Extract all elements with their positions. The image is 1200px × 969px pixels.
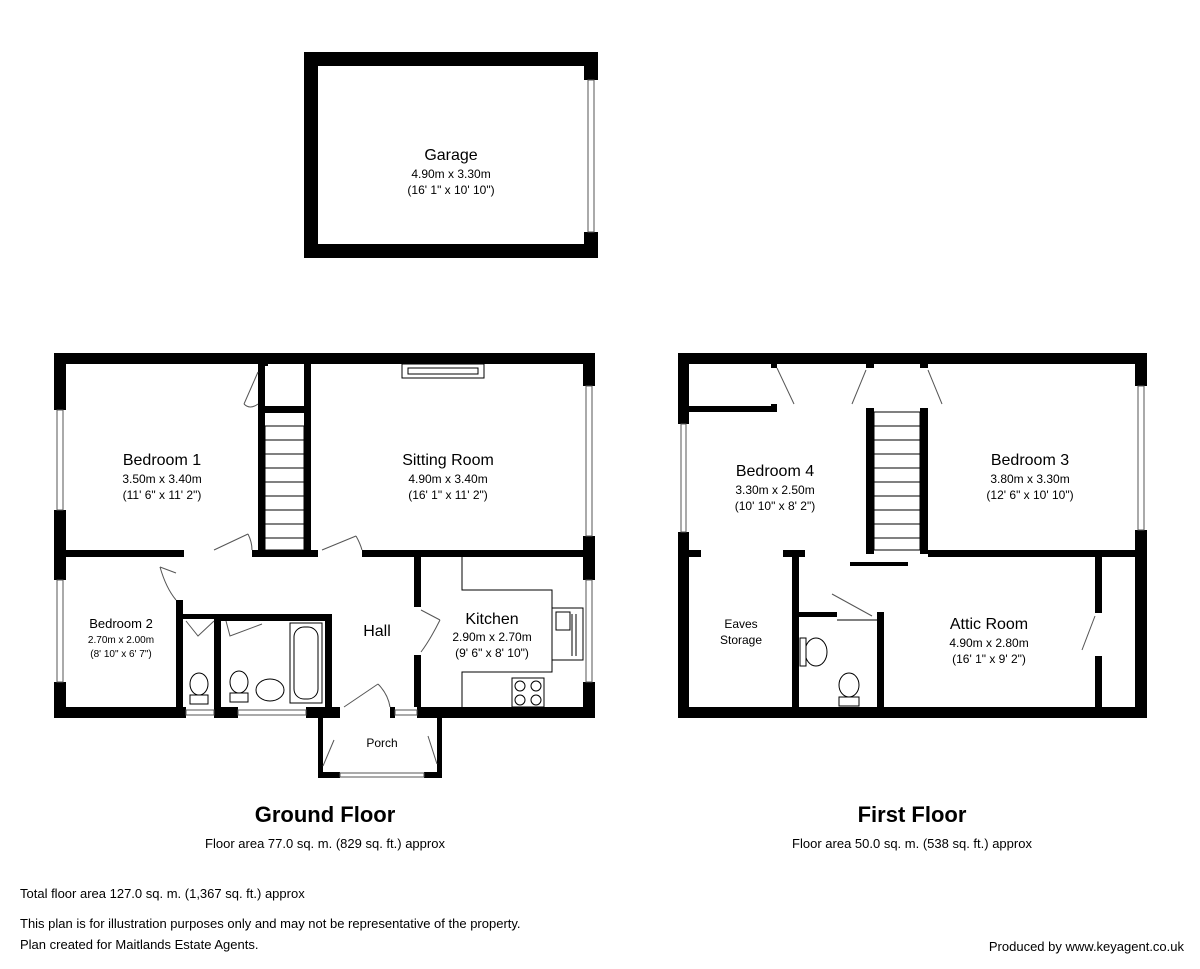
garage-dim-ft: (16' 1" x 10' 10") — [407, 183, 495, 197]
kitchen-dim-ft: (9' 6" x 8' 10") — [455, 646, 529, 660]
produced-by: Produced by www.keyagent.co.uk — [988, 939, 1184, 954]
attic-room-dim-ft: (16' 1" x 9' 2") — [952, 652, 1026, 666]
sitting-room-dim-m: 4.90m x 3.40m — [408, 472, 488, 486]
garage-name: Garage — [424, 147, 478, 164]
garage-dim-m: 4.90m x 3.30m — [411, 167, 491, 181]
ground-floor-area: Floor area 77.0 sq. m. (829 sq. ft.) approx — [205, 836, 445, 851]
bedroom3-dim-m: 3.80m x 3.30m — [990, 472, 1070, 486]
sitting-room-dim-ft: (16' 1" x 11' 2") — [408, 488, 488, 502]
created-for: Plan created for Maitlands Estate Agents. — [20, 937, 259, 952]
bedroom2-name: Bedroom 2 — [89, 616, 153, 631]
first-floor-title: First Floor — [857, 802, 967, 827]
bedroom4-dim-m: 3.30m x 2.50m — [735, 483, 815, 497]
bedroom4-dim-ft: (10' 10" x 8' 2") — [734, 499, 816, 513]
bedroom1-dim-ft: (11' 6" x 11' 2") — [122, 488, 202, 502]
bedroom3-name: Bedroom 3 — [990, 452, 1070, 469]
hall-name: Hall — [363, 623, 391, 640]
attic-room-name: Attic Room — [949, 616, 1029, 633]
garage-plan — [304, 52, 598, 258]
eaves-storage-line1: Eaves — [724, 617, 758, 631]
ground-floor-plan — [54, 353, 595, 851]
first-floor-stairs — [874, 412, 920, 550]
eaves-storage-line2: Storage — [719, 633, 763, 647]
bedroom4-name: Bedroom 4 — [735, 463, 815, 480]
bedroom3-dim-ft: (12' 6" x 10' 10") — [986, 488, 1074, 502]
first-floor-area: Floor area 50.0 sq. m. (538 sq. ft.) approx — [792, 836, 1032, 851]
ground-floor-title: Ground Floor — [254, 802, 396, 827]
bedroom1-dim-m: 3.50m x 3.40m — [122, 472, 202, 486]
disclaimer: This plan is for illustration purposes only and may not be representative of the property. — [20, 916, 521, 931]
bedroom1-name: Bedroom 1 — [122, 452, 202, 469]
bedroom2-dim-m: 2.70m x 2.00m — [87, 635, 155, 646]
sitting-room-name: Sitting Room — [402, 452, 494, 469]
attic-room-dim-m: 4.90m x 2.80m — [949, 636, 1029, 650]
first-floor-plan — [678, 353, 1147, 851]
kitchen-dim-m: 2.90m x 2.70m — [452, 630, 532, 644]
total-floor-area: Total floor area 127.0 sq. m. (1,367 sq. ft.) approx — [20, 886, 305, 901]
kitchen-name: Kitchen — [465, 611, 519, 628]
ground-stairs — [265, 426, 304, 550]
porch-name: Porch — [366, 736, 398, 750]
bedroom2-dim-ft: (8' 10" x 6' 7") — [90, 649, 152, 660]
